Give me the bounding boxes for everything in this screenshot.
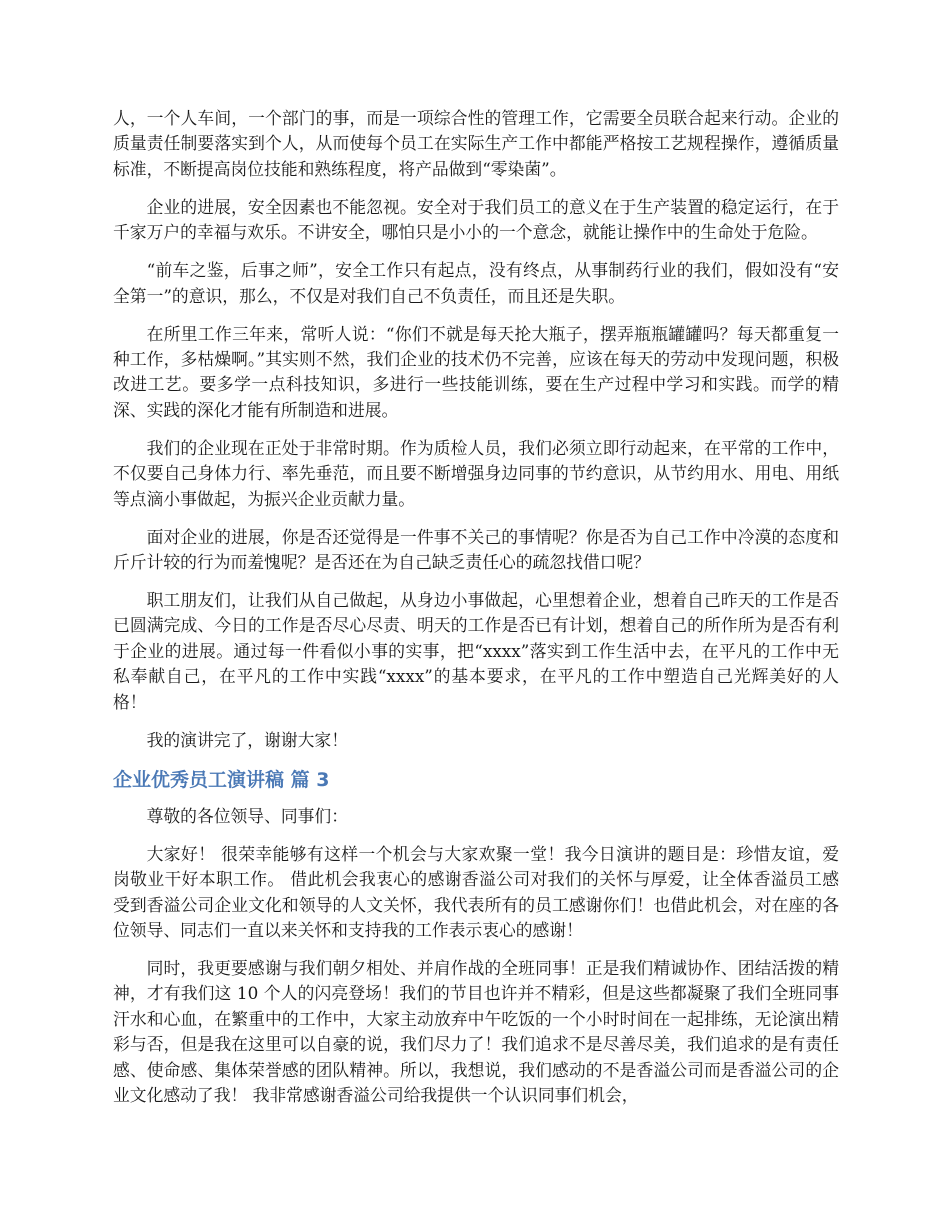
paragraph: 在所里工作三年来，常听人说：“你们不就是每天抡大瓶子，摆弄瓶瓶罐罐吗？每天都重复一种工作，多枯燥啊。”其实则不然，我们企业的技术仍不完善，应该在每天的劳动中发现问题，积极改进工艺。要多学一点科技知识，多进行一些技能训练，要在生产过程中学习和实践。而学的精深、实践的深化才能有所制造和进展。 xyxy=(113,323,839,420)
closing-paragraph: 我的演讲完了，谢谢大家！ xyxy=(146,729,348,750)
paragraph: 职工朋友们，让我们从自己做起，从身边小事做起，心里想着企业，想着自己昨天的工作是否已圆满完成、今日的工作是否尽心尽责、明天的工作是否已有计划，想着自己的所作所为是否有利于企业的进展。通过每一件看似小事的实事，把“xxxx”落实到工作生活中去，在平凡的工作中无私奉献自己，在平凡的工作中实践“xxxx”的基本要求，在平凡的工作中塑造自己光辉美好的人格！ xyxy=(113,590,839,712)
paragraph: 大家好！ 很荣幸能够有这样一个机会与大家欢聚一堂！我今日演讲的题目是：珍惜友谊，爱岗敬业干好本职工作。 借此机会我衷心的感谢香溢公司对我们的关怀与厚爱，让全体香溢员工感受到香溢公司企业文化和领导的人文关怀，我代表所有的员工感谢你们！也借此机会，对在座的各位领导、同志们一直以来关怀和支持我的工作表示衷心的感谢！ xyxy=(113,843,839,940)
salutation: 尊敬的各位领导、同事们： xyxy=(146,805,348,826)
paragraph: 企业的进展，安全因素也不能忽视。安全对于我们员工的意义在于生产装置的稳定运行，在于千家万户的幸福与欢乐。不讲安全，哪怕只是小小的一个意念，就能让操作中的生命处于危险。 xyxy=(113,196,839,243)
paragraph: “前车之鉴，后事之师”，安全工作只有起点，没有终点，从事制药行业的我们，假如没有“安全第一”的意识，那么，不仅是对我们自己不负责任，而且还是失职。 xyxy=(113,260,839,306)
section-heading: 企业优秀员工演讲稿 篇 3 xyxy=(113,768,330,791)
paragraph: 同时，我更要感谢与我们朝夕相处、并肩作战的全班同事！正是我们精诚协作、团结活拨的精神，才有我们这 10 个人的闪亮登场！我们的节目也许并不精彩，但是这些都凝聚了我们全班同事汗水和心血，在繁重中的工作中，大家主动放弃中午吃饭的一个小时时间在一起排练，无论演出精彩与否，但是我在这里可以自豪的说，我们尽力了！我们追求不是尽善尽美，我们追求的是有责任感、使命感、集体荣誉感的团队精神。所以，我想说，我们感动的不是香溢公司而是香溢公司的企业文化感动了我！ 我非常感谢香溢公司给我提供一个认识同事们机会， xyxy=(113,957,839,1105)
document-page xyxy=(113,106,839,1121)
paragraph: 面对企业的进展，你是否还觉得是一件事不关己的事情呢？你是否为自己工作中冷漠的态度和斤斤计较的行为而羞愧呢？是否还在为自己缺乏责任心的疏忽找借口呢？ xyxy=(113,526,839,573)
paragraph: 人，一个人车间，一个部门的事，而是一项综合性的管理工作，它需要全员联合起来行动。企业的质量责任制要落实到个人，从而使每个员工在实际生产工作中都能严格按工艺规程操作，遵循质量标准，不断提高岗位技能和熟练程度，将产品做到“零染菌”。 xyxy=(113,108,839,179)
paragraph: 我们的企业现在正处于非常时期。作为质检人员，我们必须立即行动起来，在平常的工作中，不仅要自己身体力行、率先垂范，而且要不断增强身边同事的节约意识，从节约用水、用电、用纸等点滴小事做起，为振兴企业贡献力量。 xyxy=(113,437,839,509)
